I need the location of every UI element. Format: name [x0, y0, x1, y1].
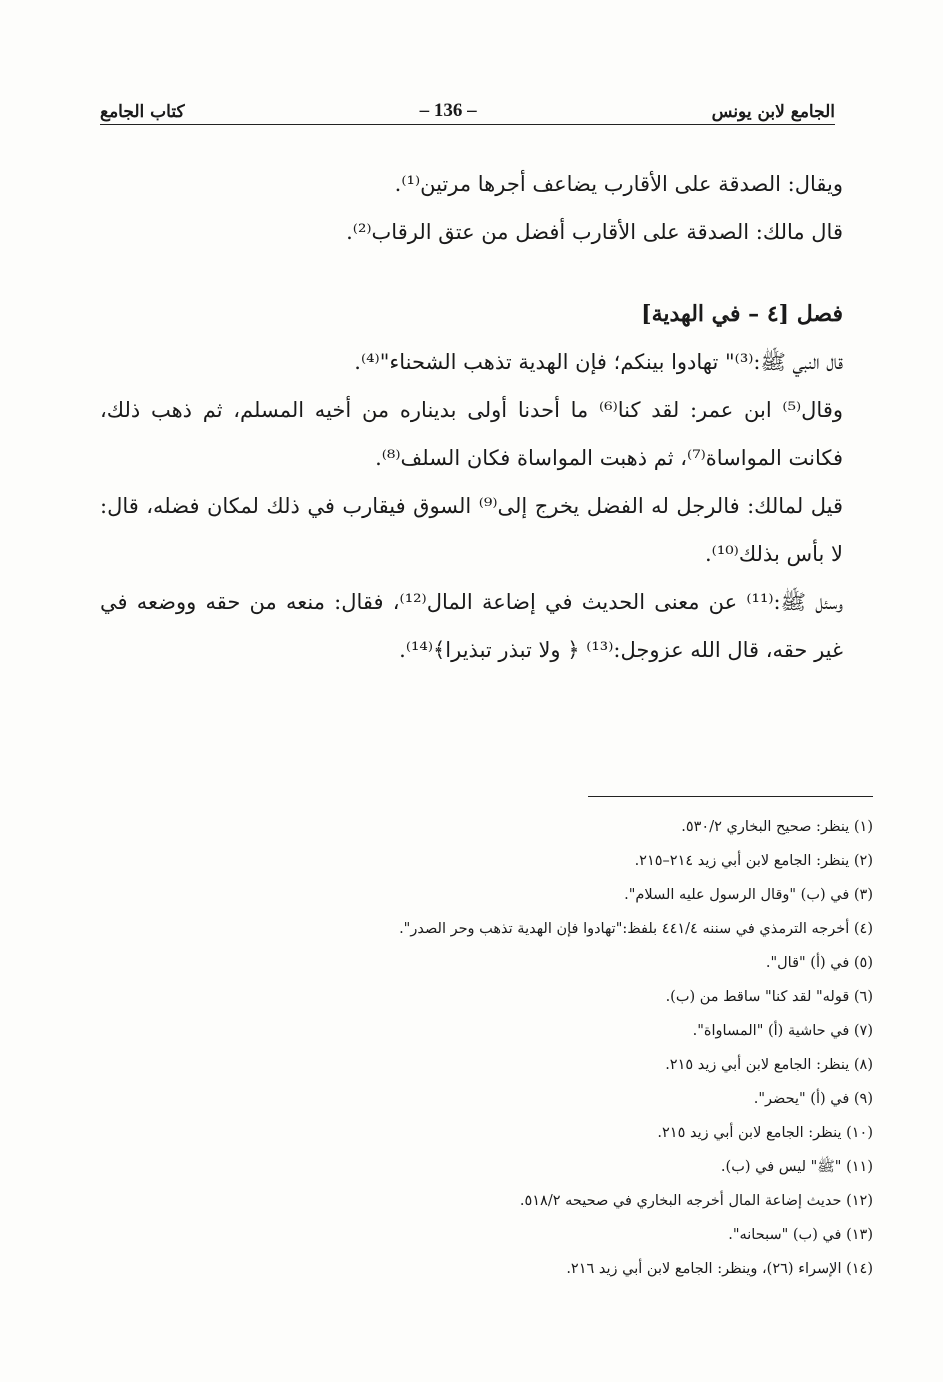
footnote: (٢) ينظر: الجامع لابن أبي زيد ٢١٤–٢١٥.: [634, 853, 873, 869]
main-text: [100, 160, 843, 674]
footnote: (١١) "ﷺ" ليس في (ب).: [720, 1159, 873, 1175]
paragraph-5: قيل لمالك: فالرجل له الفضل يخرج إلى⁽⁹⁾ السوق فيقارب في ذلك لمكان فضله، قال: لا بأس بذلك⁽¹⁰⁾.: [100, 494, 843, 566]
paragraph-4: وقال⁽⁵⁾ ابن عمر: لقد كنا⁽⁶⁾ ما أحدنا أولى بديناره من أخيه المسلم، ثم ذهب ذلك، فكانت المواساة⁽⁷⁾، ثم ذهبت المواساة فكان السلف⁽⁸⁾.: [100, 398, 843, 470]
footnote: (٩) في (أ) "يحضر".: [753, 1091, 873, 1107]
footnotes: [80, 810, 873, 1286]
running-header: [100, 92, 835, 125]
footnote: (٣) في (ب) "وقال الرسول عليه السلام".: [624, 887, 873, 903]
footnote-divider: [588, 796, 873, 797]
paragraph-2: قال مالك: الصدقة على الأقارب أفضل من عتق الرقاب⁽²⁾.: [346, 220, 843, 244]
footnote: (١٤) الإسراء (٢٦)، وينظر: الجامع لابن أبي زيد ٢١٦.: [566, 1261, 873, 1277]
footnote: (٦) قوله" لقد كنا" ساقط من (ب).: [665, 989, 873, 1005]
footnote: (٤) أخرجه الترمذي في سننه ٤٤١/٤ بلفظ:"تهادوا فإن الهدية تذهب وحر الصدر".: [399, 921, 873, 937]
footnote: (١) ينظر: صحيح البخاري ٥٣٠/٢.: [681, 819, 873, 835]
section-gap: [100, 256, 843, 290]
footnote: (١٠) ينظر: الجامع لابن أبي زيد ٢١٥.: [657, 1125, 873, 1141]
section-title: فصل [٤ – في الهدية]: [641, 301, 843, 327]
paragraph-1: ويقال: الصدقة على الأقارب يضاعف أجرها مرتين⁽¹⁾.: [394, 172, 843, 196]
footnote: (٥) في (أ) "قال".: [765, 955, 873, 971]
footnote: (٨) ينظر: الجامع لابن أبي زيد ٢١٥.: [665, 1057, 873, 1073]
footnote: (٧) في حاشية (أ) "المساواة".: [692, 1023, 873, 1039]
footnote: (١٢) حديث إضاعة المال أخرجه البخاري في صحيحه ٥١٨/٢.: [519, 1193, 873, 1209]
paragraph-6: وسئل ﷺ:⁽¹¹⁾ عن معنى الحديث في إضاعة المال⁽¹²⁾، فقال: منعه من حقه ووضعه في غير حقه، قال الله عزوجل:⁽¹³⁾ ﴿ ولا تبذر تبذيرا﴾⁽¹⁴⁾.: [100, 590, 843, 662]
header-chapter-title: كتاب الجامع: [100, 102, 185, 122]
footnote: (١٣) في (ب) "سبحانه".: [728, 1227, 873, 1243]
page-number: – 136 –: [419, 100, 477, 121]
paragraph-3: قال النبي ﷺ:⁽³⁾" تهادوا بينكم؛ فإن الهدية تذهب الشحناء"⁽⁴⁾.: [354, 350, 843, 374]
header-book-title: الجامع لابن يونس: [711, 102, 835, 122]
